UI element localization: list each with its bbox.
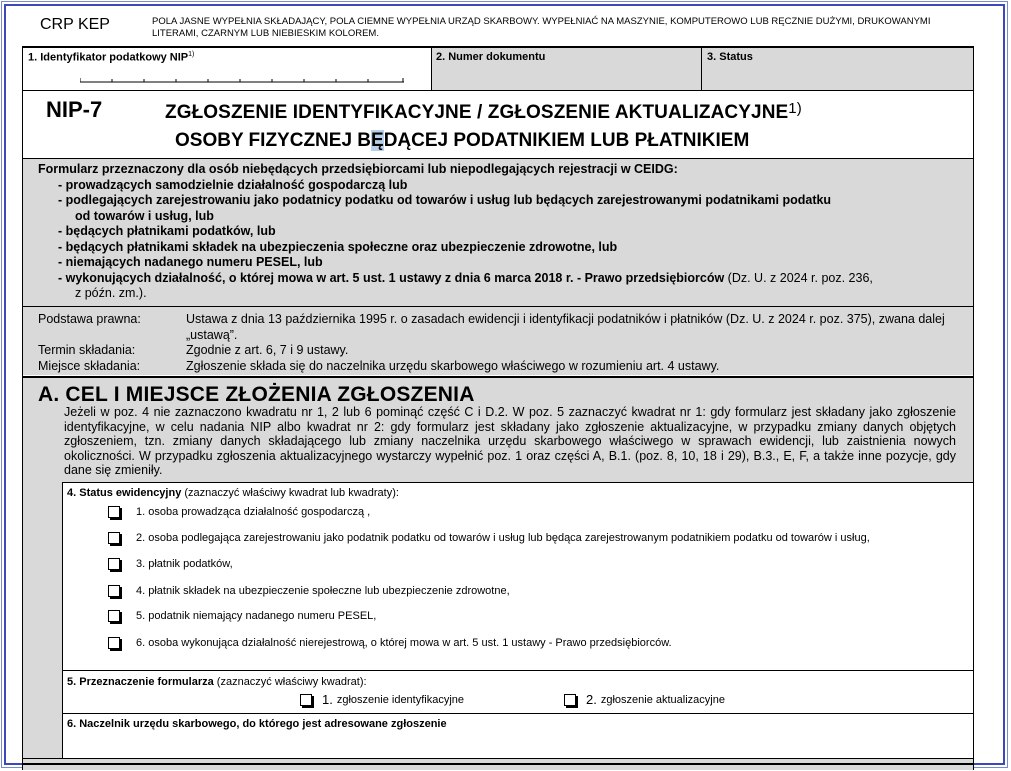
checkbox[interactable]: [300, 694, 312, 706]
form-symbol: NIP-7: [46, 97, 103, 122]
field-nip-label: 1. Identyfikator podatkowy NIP$^{1)}$: [28, 51, 195, 64]
legal-basis-label: Podstawa prawna:: [38, 312, 141, 326]
place-label: Miejsce składania:: [38, 358, 141, 373]
purpose-option-update[interactable]: 2. zgłoszenie aktualizacyjne: [564, 692, 725, 707]
section-a-top-rule: [22, 376, 974, 378]
description-bullet-continuation: z późn. zm.).: [75, 286, 147, 300]
checkbox[interactable]: [108, 585, 120, 597]
legal-top-rule: [22, 306, 974, 307]
status-option-1[interactable]: 1. osoba prowadząca działalność gospodarczą ,: [108, 506, 370, 518]
section-a-instructions: Jeżeli w poz. 4 nie zaznaczono kwadratu nr 1, 2 lub 6 pominąć część C i D.2. W poz. 5 zaznaczyć kwadrat nr 1: gdy formularz jest składany jako zgłoszenie identyfikacyjne, w celu nadania NIP albo kwadrat nr 2: gdy formularz jest składany jako zgłoszenie aktualizacyjne, w przypadku zmiany danych objętych zgłoszeniem, tzn. zmiany danych składającego lub zmiany naczelnika urzędu skarbowego właściwego w sprawach ewidencji, lub zaistnienia nowych okoliczności. W przypadku zgłoszenia aktualizacyjnego wystarczy wypełnić poz. 1 oraz części A, B.1. (poz. 8, 10, 18 i 29), B.3., E, F, a także inne pozycje, gdy dane się zmieniły.: [64, 405, 956, 477]
field-divider-2: [701, 47, 702, 90]
deadline-text: Zgodnie z art. 6, 7 i 9 ustawy.: [186, 343, 349, 357]
fields-bottom-rule: [22, 90, 974, 91]
status-option-2[interactable]: 2. osoba podlegająca zarejestrowaniu jako podatnik podatku od towarów i usług lub będąca zarejestrowanym podatnikiem podatku od towarów i usług,: [108, 532, 870, 544]
text-cursor-highlight: Ę: [371, 130, 384, 151]
description-top-rule: [22, 158, 974, 159]
bottom-rule-2: [22, 763, 974, 765]
deadline-label: Termin składania:: [38, 343, 136, 357]
legal-basis-text: Ustawa z dnia 13 października 1995 r. o zasadach ewidencji i identyfikacji podatników i płatników (Dz. U. z 2024 r. poz. 375), zwana dalej „ustawą”.: [186, 312, 945, 342]
checkbox[interactable]: [108, 558, 120, 570]
description-bullet: - będących płatnikami składek na ubezpieczenia społeczne oraz ubezpieczenie zdrowotne, lub: [58, 239, 618, 254]
form-code: CRP KEP: [40, 16, 110, 33]
checkbox[interactable]: [108, 506, 120, 518]
description-intro: Formularz przeznaczony dla osób niebędących przedsiębiorcami lub niepodlegających rejestracji w CEIDG:: [38, 162, 678, 176]
description-bullet-last: - wykonujących działalność, o której mowa w art. 5 ust. 1 ustawy z dnia 6 marca 2018 r. - Prawo przedsiębiorców (Dz. U. z 2024 r. poz. 236,: [58, 270, 873, 285]
form-purpose-description: [38, 162, 958, 302]
section-a-title: A. CEL I MIEJSCE ZŁOŻENIA ZGŁOSZENIA: [38, 383, 475, 406]
status-option-5[interactable]: 5. podatnik niemający nadanego numeru PESEL,: [108, 610, 376, 622]
checkbox[interactable]: [108, 532, 120, 544]
form-title-line2: OSOBY FIZYCZNEJ BĘDĄCEJ PODATNIKIEM LUB PŁATNIKIEM: [175, 130, 750, 151]
field-4-title: 4. Status ewidencyjny (zaznaczyć właściwy kwadrat lub kwadraty):: [67, 487, 399, 499]
description-bullet: - niemających nadanego numeru PESEL, lub: [58, 255, 323, 269]
description-bullet-continuation: od towarów i usług, lub: [75, 208, 214, 223]
description-bullet: - będących płatnikami podatków, lub: [58, 224, 276, 238]
field-nip-input[interactable]: [80, 70, 404, 82]
field-6-title: 6. Naczelnik urzędu skarbowego, do którego jest adresowane zgłoszenie: [67, 718, 447, 730]
checkbox[interactable]: [108, 610, 120, 622]
status-option-6[interactable]: 6. osoba wykonująca działalność nierejestrową, o której mowa w art. 5 ust. 1 ustawy - Prawo przedsiębiorców.: [108, 637, 672, 649]
fill-instructions: POLA JASNE WYPEŁNIA SKŁADAJĄCY, POLA CIEMNE WYPEŁNIA URZĄD SKARBOWY. WYPEŁNIAĆ NA MASZYNIE, KOMPUTEROWO LUB RĘCZNIE DUŻYMI, DRUKOWANYMI LITERAMI, CZARNYM LUB NIEBIESKIM KOLOREM.: [152, 16, 931, 39]
checkbox[interactable]: [564, 694, 576, 706]
field-5-title: 5. Przeznaczenie formularza (zaznaczyć właściwy kwadrat):: [67, 676, 367, 688]
field-divider-1: [431, 47, 432, 90]
status-option-3[interactable]: 3. płatnik podatków,: [108, 558, 233, 570]
right-border: [973, 46, 974, 770]
description-bullet: - prowadzących samodzielnie działalność gospodarczą lub: [58, 177, 408, 192]
status-option-4[interactable]: 4. płatnik składek na ubezpieczenie społeczne lub ubezpieczenie zdrowotne,: [108, 585, 510, 597]
purpose-option-identification[interactable]: 1. zgłoszenie identyfikacyjne: [300, 692, 464, 707]
checkbox[interactable]: [108, 637, 120, 649]
description-bullet: - podlegających zarejestrowaniu jako podatnicy podatku od towarów i usług lub będących zarejestrowanymi podatnikami podatku: [58, 193, 832, 207]
field-status-label: 3. Status: [707, 51, 753, 63]
legal-info: [38, 312, 968, 374]
form-title-line1: ZGŁOSZENIE IDENTYFIKACYJNE / ZGŁOSZENIE AKTUALIZACYJNE$^{1)}$: [165, 100, 802, 123]
place-text: Zgłoszenie składa się do naczelnika urzędu skarbowego właściwego w rozumieniu art. 4 ustawy.: [186, 358, 720, 373]
top-rule: [22, 46, 974, 48]
bottom-rule-1: [22, 758, 974, 759]
field-document-number-label: 2. Numer dokumentu: [436, 51, 546, 63]
